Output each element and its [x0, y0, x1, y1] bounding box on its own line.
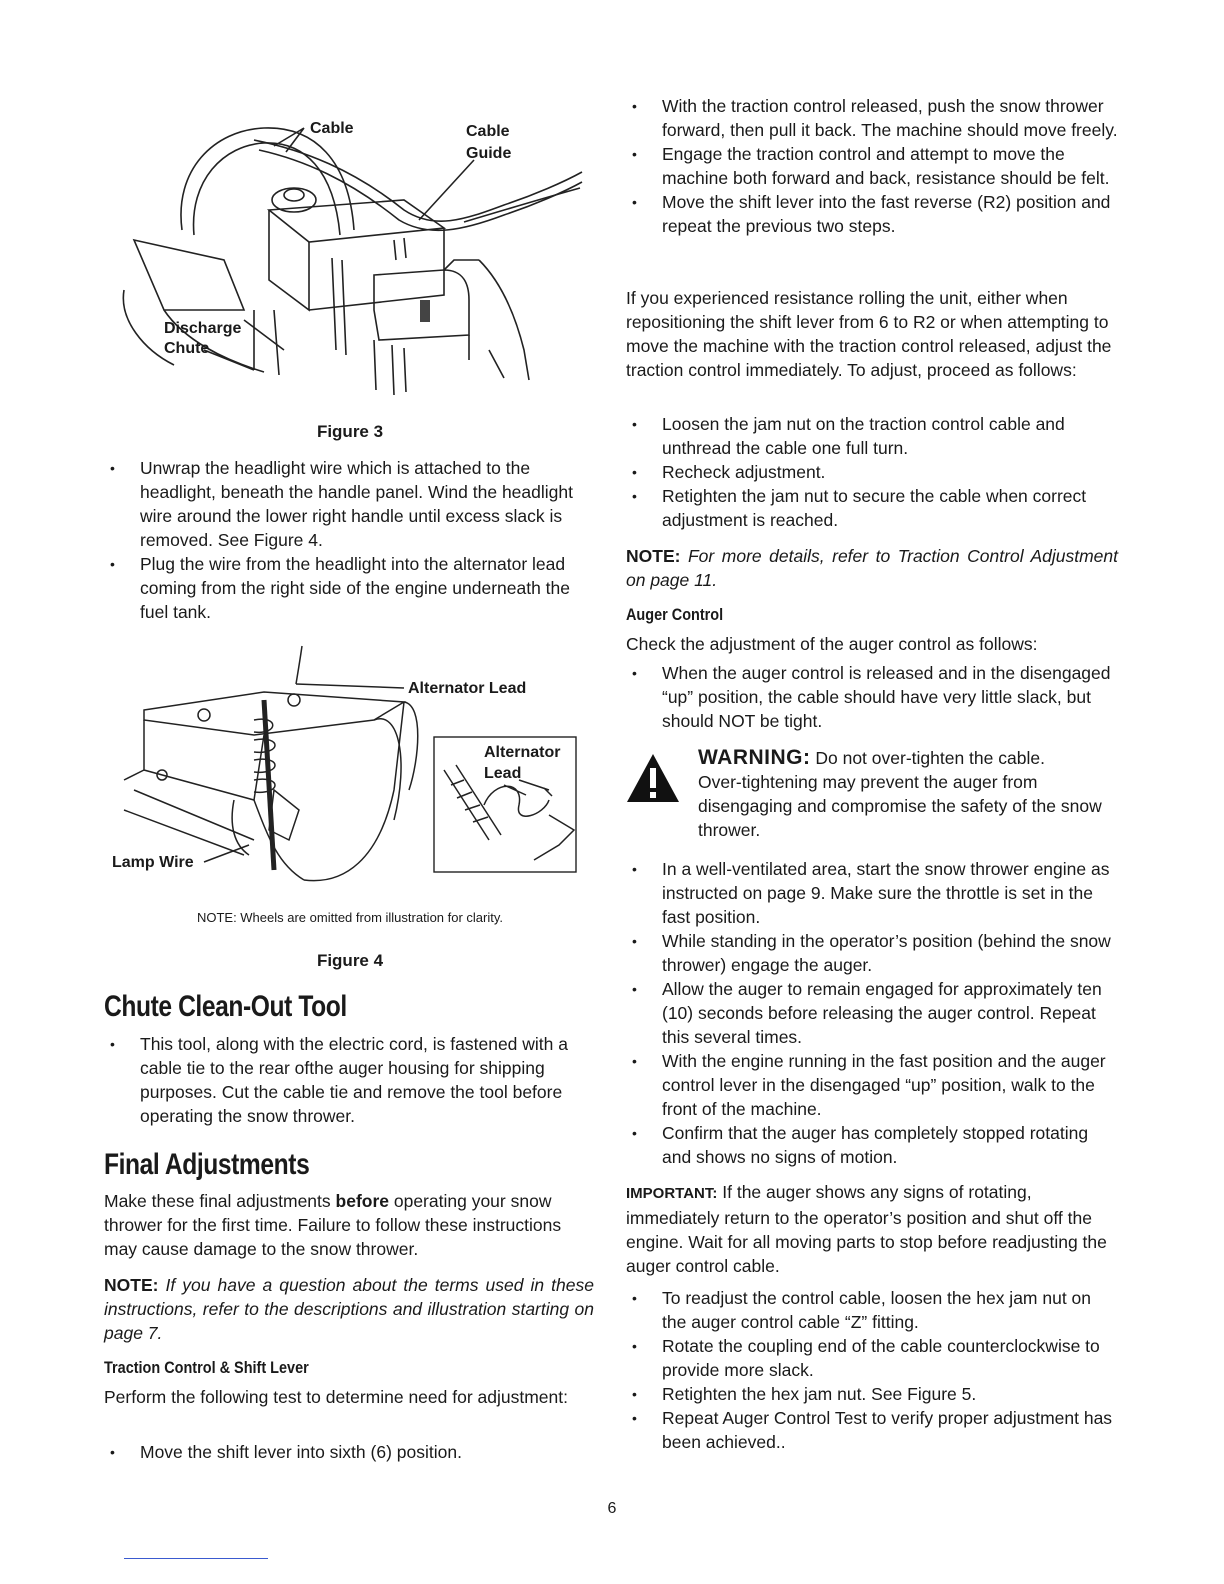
- footer-rule: [124, 1558, 268, 1559]
- final-heading: Final Adjustments: [104, 1148, 310, 1181]
- traction-intro: Perform the following test to determine need for adjustment:: [104, 1387, 568, 1407]
- important-note: [626, 1180, 1118, 1278]
- important-text: If the auger shows any signs of rotating, immediately return to the operator’s position and shut off the engine. Wait for all moving parts to stop before readjusting the auger control cable.: [626, 1182, 1107, 1276]
- auger-bullet-list-3: [626, 1286, 1118, 1454]
- list-item: • Unwrap the headlight wire which is attached to the headlight, beneath the handle panel. Wind the headlight wire around the lower right handle until excess slack is removed. See Figure 4.: [104, 456, 594, 552]
- label-lamp-wire: Lamp Wire: [112, 854, 194, 871]
- traction-para: If you experienced resistance rolling the unit, either when repositioning the shift lever from 6 to R2 or when attempting to move the machine with the traction control released, adjust the traction control immediately. To adjust, proceed as follows:: [626, 288, 1112, 380]
- label-discharge-1: Discharge: [164, 320, 242, 337]
- auger-heading: Auger Control: [626, 605, 724, 624]
- warning-label: WARNING:: [698, 746, 811, 769]
- final-note: [104, 1273, 594, 1345]
- chute-bullet-list: [104, 1032, 594, 1128]
- list-item: • Repeat Auger Control Test to verify proper adjustment has been achieved..: [626, 1406, 1118, 1454]
- label-cable: Cable: [310, 120, 354, 137]
- list-item: • With the engine running in the fast position and the auger control lever in the disengaged “up” position, walk to the front of the machine.: [626, 1049, 1118, 1121]
- list-item: • Retighten the jam nut to secure the cable when correct adjustment is reached.: [626, 484, 1118, 532]
- label-alternator-lead: Alternator Lead: [408, 680, 527, 697]
- final-intro-text-2: operating your snow thrower for the first time. Failure to follow these instructions may cause damage to the snow thrower.: [104, 1191, 562, 1259]
- label-cable-guide-2: Guide: [466, 145, 512, 162]
- list-item: • Loosen the jam nut on the traction control cable and unthread the cable one full turn.: [626, 412, 1118, 460]
- final-intro-bold: before: [335, 1191, 389, 1211]
- list-item: • Retighten the hex jam nut. See Figure 5.: [626, 1382, 1118, 1406]
- list-item: • Plug the wire from the headlight into the alternator lead coming from the right side of the engine underneath the fuel tank.: [104, 552, 594, 624]
- page-number: 6: [607, 1500, 617, 1517]
- list-item: • With the traction control released, push the snow thrower forward, then pull it back. The machine should move freely.: [626, 94, 1118, 142]
- note-text: For more details, refer to Traction Control Adjustment on page 11.: [626, 546, 1118, 590]
- note-text: If you have a question about the terms used in these instructions, refer to the descriptions and illustration starting on page 7.: [104, 1275, 594, 1343]
- left-bullet-list-1: [104, 456, 594, 624]
- auger-bullet-list-1: [626, 661, 1118, 733]
- warning-text-1: Do not over-tighten the cable.: [810, 748, 1045, 768]
- traction-adjust-list: [626, 412, 1118, 532]
- list-item: • In a well-ventilated area, start the snow thrower engine as instructed on page 9. Make sure the throttle is set in the fast position.: [626, 857, 1118, 929]
- figure-3: [104, 110, 584, 410]
- figure-4: [104, 640, 584, 890]
- list-item: • Recheck adjustment.: [626, 460, 1118, 484]
- list-item: • When the auger control is released and in the disengaged “up” position, the cable should have very little slack, but should NOT be tight.: [626, 661, 1118, 733]
- list-item: • To readjust the control cable, loosen the hex jam nut on the auger control cable “Z” fitting.: [626, 1286, 1118, 1334]
- final-intro-text: Make these final adjustments: [104, 1191, 336, 1211]
- traction-bullet-list-right: [626, 94, 1118, 238]
- figure-4-note: NOTE: Wheels are omitted from illustration for clarity.: [196, 910, 504, 925]
- traction-note: [626, 544, 1118, 592]
- note-label: NOTE:: [626, 546, 681, 566]
- label-discharge-2: Chute: [164, 340, 210, 357]
- warning-line-1: [698, 746, 1118, 770]
- auger-intro: Check the adjustment of the auger control as follows:: [626, 634, 1038, 654]
- chute-heading: Chute Clean-Out Tool: [104, 990, 347, 1023]
- warning-text-2: Over-tightening may prevent the auger from disengaging and compromise the safety of the snow thrower.: [698, 772, 1102, 840]
- list-item: • This tool, along with the electric cord, is fastened with a cable tie to the rear ofthe auger housing for shipping purposes. Cut the cable tie and remove the tool before operating the snow thrower.: [104, 1032, 594, 1128]
- figure-3-drawing: [104, 110, 584, 410]
- list-item: • Engage the traction control and attempt to move the machine both forward and back, resistance should be felt.: [626, 142, 1118, 190]
- important-label: IMPORTANT:: [626, 1185, 718, 1202]
- warning-icon: [625, 752, 681, 804]
- final-intro: [104, 1189, 594, 1261]
- label-inset-alternator: Alternator: [484, 744, 561, 761]
- note-label: NOTE:: [104, 1275, 159, 1295]
- traction-heading: Traction Control & Shift Lever: [104, 1358, 309, 1377]
- auger-bullet-list-2: [626, 857, 1118, 1169]
- list-item: • Rotate the coupling end of the cable counterclockwise to provide more slack.: [626, 1334, 1118, 1382]
- figure-4-caption: Figure 4: [316, 951, 384, 970]
- list-item: • Confirm that the auger has completely stopped rotating and shows no signs of motion.: [626, 1121, 1118, 1169]
- label-inset-lead: Lead: [484, 765, 522, 782]
- list-item: • While standing in the operator’s position (behind the snow thrower) engage the auger.: [626, 929, 1118, 977]
- list-item: • Move the shift lever into sixth (6) position.: [104, 1440, 594, 1464]
- traction-bullet-list-left: [104, 1440, 594, 1464]
- warning-block: [698, 746, 1118, 842]
- figure-3-caption: Figure 3: [316, 422, 384, 441]
- label-cable-guide-1: Cable: [466, 123, 510, 140]
- list-item: • Allow the auger to remain engaged for approximately ten (10) seconds before releasing the auger control. Repeat this several times.: [626, 977, 1118, 1049]
- list-item: • Move the shift lever into the fast reverse (R2) position and repeat the previous two steps.: [626, 190, 1118, 238]
